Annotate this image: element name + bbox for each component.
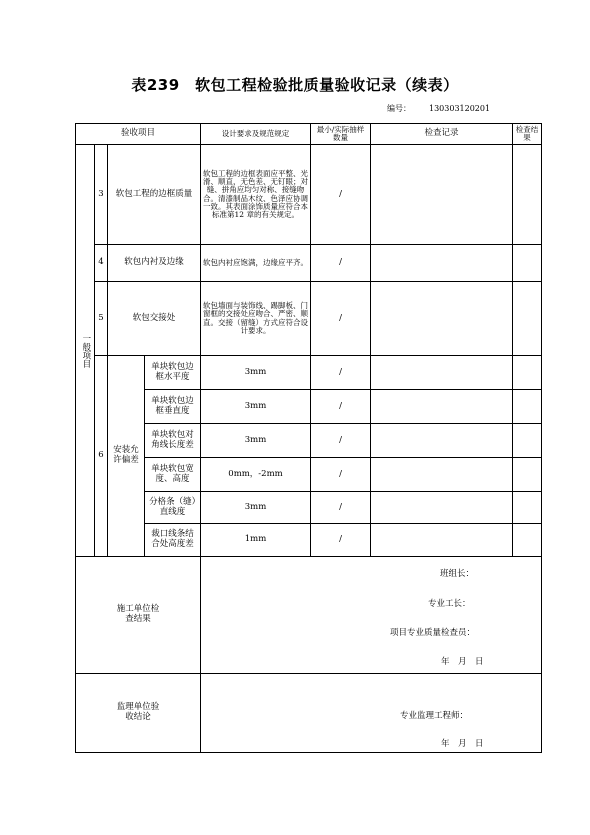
tol-4-name: 单块软包宽度、高度 [144,457,201,492]
tol-6-record[interactable] [370,523,513,557]
supervisor-label: 专业监理工程师： [400,711,469,721]
quality-inspector-label: 项目专业质量检查员： [390,628,476,638]
tol-2-result[interactable] [512,389,542,424]
tol-1-result[interactable] [512,355,542,390]
row-3-requirement: 软包工程的边框表面应平整、光滑、顺直，无色差、无钉眼；对缝、拼角应均匀对称、接缝吻合。清漆制品木纹、色泽应协调一致。其表面涂饰质量应符合本标准第12 章的有关规定。 [200,144,311,245]
row-5-name: 软包交接处 [107,281,201,356]
tol-4-result[interactable] [512,457,542,492]
tolerance-group: 安装允许偏差 [107,355,145,557]
header-sample: 最小/实际抽样数量 [310,123,371,145]
tol-6-result[interactable] [512,523,542,557]
tol-3-result[interactable] [512,423,542,458]
row-4-name: 软包内衬及边缘 [107,244,201,282]
supervision-result-area[interactable] [200,673,542,753]
header-item: 验收项目 [75,123,201,145]
code-value: 130303120201 [429,104,491,113]
tol-1-value: 3mm [200,355,311,390]
header-result: 检查结果 [512,123,542,145]
form-code [387,103,490,114]
tol-5-name: 分格条（缝）直线度 [144,491,201,524]
tol-3-record[interactable] [370,423,513,458]
row-3-result[interactable] [512,144,542,245]
general-items-label: 一般项目 [75,144,95,557]
tol-5-record[interactable] [370,491,513,524]
tol-3-sample: / [310,423,371,458]
code-label: 编号： [387,104,411,113]
tol-2-name: 单块软包边框垂直度 [144,389,201,424]
row-4-record[interactable] [370,244,513,282]
tol-6-name: 裁口线条结合处高度差 [144,523,201,557]
tol-2-record[interactable] [370,389,513,424]
row-5-sample: / [310,281,371,356]
tol-5-sample: / [310,491,371,524]
row-5-requirement: 软包墙面与装饰线、踢脚板、门窗框的交接处应吻合、严密、顺直。交接（留缝）方式应符合设计要求。 [200,281,311,356]
row-4-result[interactable] [512,244,542,282]
tol-1-sample: / [310,355,371,390]
tol-1-record[interactable] [370,355,513,390]
tol-4-record[interactable] [370,457,513,492]
foreman-label: 专业工长： [428,599,471,609]
tol-3-name: 单块软包对角线长度差 [144,423,201,458]
row-5-record[interactable] [370,281,513,356]
tol-5-result[interactable] [512,491,542,524]
tol-2-value: 3mm [200,389,311,424]
row-4-sample: / [310,244,371,282]
tol-1-name: 单块软包边框水平度 [144,355,201,390]
row-6-no: 6 [94,355,108,557]
tol-3-value: 3mm [200,423,311,458]
supervision-label: 监理单位验收结论 [75,673,201,753]
row-3-sample: / [310,144,371,245]
row-3-record[interactable] [370,144,513,245]
tol-5-value: 3mm [200,491,311,524]
construction-result-area[interactable] [200,556,542,674]
tol-6-value: 1mm [200,523,311,557]
row-4-requirement: 软包内衬应饱满，边缘应平齐。 [200,244,311,282]
row-4-no: 4 [94,244,108,282]
row-5-result[interactable] [512,281,542,356]
row-3-name: 软包工程的边框质量 [107,144,201,245]
page-title: 表239 软包工程检验批质量验收记录（续表） [131,76,459,94]
header-record: 检查记录 [370,123,513,145]
tol-6-sample: / [310,523,371,557]
tol-2-sample: / [310,389,371,424]
construction-label: 施工单位检查结果 [75,556,201,674]
row-5-no: 5 [94,281,108,356]
team-leader-label: 班组长： [440,569,475,579]
construction-date: 年 月 日 [441,657,484,667]
tol-4-value: 0mm，-2mm [200,457,311,492]
tol-4-sample: / [310,457,371,492]
supervision-date: 年 月 日 [441,739,484,749]
row-3-no: 3 [94,144,108,245]
header-requirement: 设计要求及规范规定 [200,123,311,145]
